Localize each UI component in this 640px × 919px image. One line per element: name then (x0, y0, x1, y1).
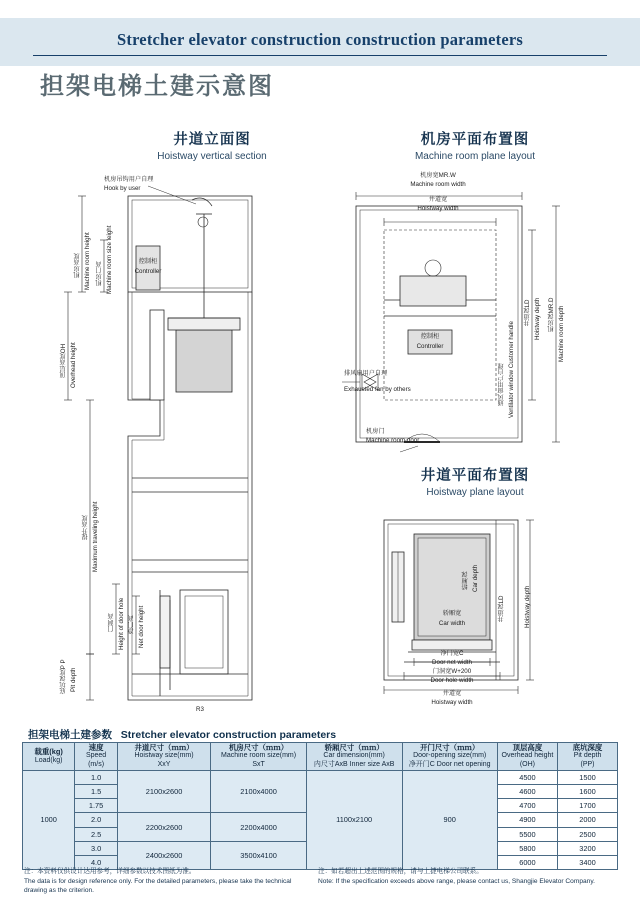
mr-depth-en: Machine room depth (558, 305, 565, 362)
cell-overhead: 4600 (497, 784, 557, 798)
th-car-cn: 轿厢尺寸（ｍｍ） (324, 743, 384, 752)
travel-height-cn: 提升高度 (82, 515, 89, 540)
net-door-height-en: Net door height (138, 605, 145, 648)
th-speed-en: Speed (85, 752, 107, 760)
section-title-en: Hoistway vertical section (157, 151, 267, 162)
page-title-cn: 担架电梯土建示意图 (40, 73, 274, 100)
cell-overhead: 5800 (497, 841, 557, 855)
fan-label-cn: 排风扇用户自理 (344, 370, 388, 377)
cell-speed: 4.0 (75, 855, 117, 869)
table-header-row (23, 743, 618, 771)
th-overhead-sub: (OH) (519, 761, 536, 768)
pit-depth-cn: 底坑深度P P (60, 659, 67, 694)
cell-speed: 2.5 (75, 827, 117, 841)
section-title-cn: 井道立面图 (173, 132, 251, 148)
pit-depth-en: Pit depth (70, 667, 77, 692)
th-car-sub: 内尺寸AxB Inner size AxB (313, 761, 395, 768)
cell-pit: 2500 (558, 827, 618, 841)
mr-hoistway-width-cn: 井道宽 (428, 196, 448, 203)
cell-door-opening: 900 (402, 770, 497, 869)
controller-label-cn: 控制柜 (138, 258, 158, 265)
mr-hoistway-width-en: Hoistway width (417, 205, 459, 212)
ventilator-window-en: Ventilator window Customer handle (508, 321, 515, 418)
th-pit-cn: 底坑深度 (572, 743, 603, 752)
cell-load: 1000 (23, 770, 75, 869)
th-hoistway (117, 743, 211, 771)
th-machine-room-sub: SxT (252, 761, 265, 768)
section-title-cn: 井道平面布置图 (420, 468, 530, 484)
section-title-en: Hoistway plane layout (426, 487, 524, 498)
th-speed-sub: (m/s) (88, 761, 105, 768)
door-hole-width-cn: 门洞宽W+200 (432, 668, 472, 675)
cell-overhead: 4700 (497, 799, 557, 813)
note-right-en: Note: If the specification exceeds above range, please contact us, Shangjie Elevator Company. (318, 877, 595, 885)
cell-overhead: 4500 (497, 770, 557, 784)
cell-machine-room: 2100x4000 (211, 770, 306, 813)
table-title-cn: 担架电梯土建参数 (28, 729, 112, 741)
note-left (24, 867, 314, 896)
table-title-en: Stretcher elevator construction parameters (120, 729, 337, 741)
door-hole-height-en: Height of door hole (118, 597, 125, 650)
th-machine-room-en: Machine room size(mm) (221, 752, 297, 760)
cell-pit: 3400 (558, 855, 618, 869)
door-net-width-en: Door net width (432, 659, 472, 666)
th-door-cn: 开门尺寸（ｍｍ） (420, 743, 480, 752)
machine-room-height-en: Machine room height (84, 232, 91, 290)
machine-room-door-en: Machine room size leight (106, 225, 113, 294)
mr-depth-cn: 机房深MR.D (548, 297, 555, 332)
mr-controller-cn: 控制柜 (420, 333, 440, 340)
th-pit-sub: (PP) (580, 761, 595, 768)
cell-hoistway: 2200x2600 (117, 813, 211, 841)
cell-overhead: 5500 (497, 827, 557, 841)
th-hoistway-sub: XxY (157, 761, 171, 768)
th-pit (558, 743, 618, 771)
plan-hoistway-width-en: Hoistway width (431, 699, 473, 706)
plan-hoistway-width-cn: 井道宽 (442, 690, 462, 697)
door-net-width-cn: 净门宽C (440, 650, 464, 657)
cell-speed: 1.5 (75, 784, 117, 798)
note-right-cn: 注：如若超出上述范围的规格，请与上捷电梯公司联系。 (318, 868, 483, 875)
door-hole-height-cn: 门洞高 (108, 613, 115, 632)
mr-width-label-en: Machine room width (410, 181, 466, 188)
th-overhead (497, 743, 557, 771)
mr-hoistway-depth-en: Hoistway depth (534, 297, 541, 340)
machine-room-door-cn: 机房门高 (96, 261, 103, 286)
plan-hoistway-depth-cn: 井道深LD (498, 595, 505, 622)
cell-pit: 1600 (558, 784, 618, 798)
plan-hoistway-depth-en: Hoistway depth (524, 585, 531, 628)
th-load-cn: 载重(kg) (34, 747, 63, 757)
car-depth-en: Car depth (472, 564, 479, 592)
controller-label-en: Controller (134, 268, 162, 275)
hook-label-cn: 机房吊钩用户自理 (104, 176, 154, 183)
cell-machine-room: 3500x4100 (211, 841, 306, 869)
mr-width-label-cn: 机房宽MR.W (420, 172, 456, 179)
car-width-cn: 轿厢宽 (442, 610, 462, 617)
mr-door-en: Machine room door (366, 437, 420, 444)
th-overhead-en: Overhead height (501, 752, 554, 760)
th-door (402, 743, 497, 771)
note-right (318, 867, 618, 886)
cell-machine-room: 2200x4000 (211, 813, 306, 841)
th-door-sub: 净开门C Door net opening (408, 761, 491, 768)
cell-overhead: 4900 (497, 813, 557, 827)
th-hoistway-en: Hoistway size(mm) (134, 752, 194, 760)
cell-pit: 1700 (558, 799, 618, 813)
th-pit-en: Pit depth (573, 752, 602, 760)
cell-pit: 1500 (558, 770, 618, 784)
fan-label-en: Exhausted fan by others (344, 386, 411, 393)
page-title-en: Stretcher elevator construction construction parameters (117, 30, 523, 49)
table-title (28, 727, 336, 742)
cell-overhead: 6000 (497, 855, 557, 869)
bottom-note: R3 (196, 706, 204, 713)
th-speed (75, 743, 117, 771)
cell-speed: 1.75 (75, 799, 117, 813)
th-car-en: Car dimension(mm) (323, 752, 385, 760)
cell-speed: 2.0 (75, 813, 117, 827)
car-width-en: Car width (438, 620, 466, 627)
note-left-cn: 注：本资料仅供设计达用参考，详细参数以技术图纸为准。 (24, 868, 196, 875)
cell-pit: 2000 (558, 813, 618, 827)
mr-door-cn: 机房门 (366, 428, 385, 435)
cell-pit: 3200 (558, 841, 618, 855)
th-overhead-cn: 顶层高度 (512, 743, 543, 752)
overhead-height-en: Overhead height (70, 342, 77, 388)
th-machine-room-cn: 机房尺寸（ｍｍ） (228, 743, 289, 752)
net-door-height-cn: 净门高 (128, 615, 135, 634)
machine-room-height-cn: 机房高度 (74, 253, 81, 278)
ventilator-window-cn: 通风窗用户自理 (498, 362, 505, 406)
cell-speed: 1.0 (75, 770, 117, 784)
th-door-en: Door-opening size(mm) (413, 752, 487, 760)
cell-car-dimension: 1100x2100 (306, 770, 402, 869)
cell-hoistway: 2100x2600 (117, 770, 211, 813)
th-machine-room (211, 743, 306, 771)
th-car (306, 743, 402, 771)
car-depth-cn: 轿厢深 (462, 571, 469, 590)
overhead-height-cn: 顶层高度OH (60, 343, 67, 378)
travel-height-en: Maximum traveling height (92, 501, 99, 572)
hook-label-en: Hook by user (104, 185, 141, 192)
mr-hoistway-depth-cn: 井道深LD (524, 299, 531, 326)
note-left-en: The data is for design reference only. For the detailed parameters, please take the technical drawing as the criterion. (24, 877, 292, 895)
cell-hoistway: 2400x2600 (117, 841, 211, 869)
mr-controller-en: Controller (416, 343, 444, 350)
table-row (23, 770, 618, 784)
th-speed-cn: 速度 (88, 743, 104, 752)
th-load-en: Load(kg) (34, 756, 63, 764)
door-hole-width-en: Door hole width (430, 677, 474, 684)
cell-speed: 3.0 (75, 841, 117, 855)
th-load (23, 743, 75, 771)
section-title-en: Machine room plane layout (414, 151, 536, 162)
section-title-cn: 机房平面布置图 (420, 132, 530, 148)
parameters-table (22, 742, 618, 870)
th-hoistway-cn: 井道尺寸（ｍｍ） (134, 743, 194, 752)
